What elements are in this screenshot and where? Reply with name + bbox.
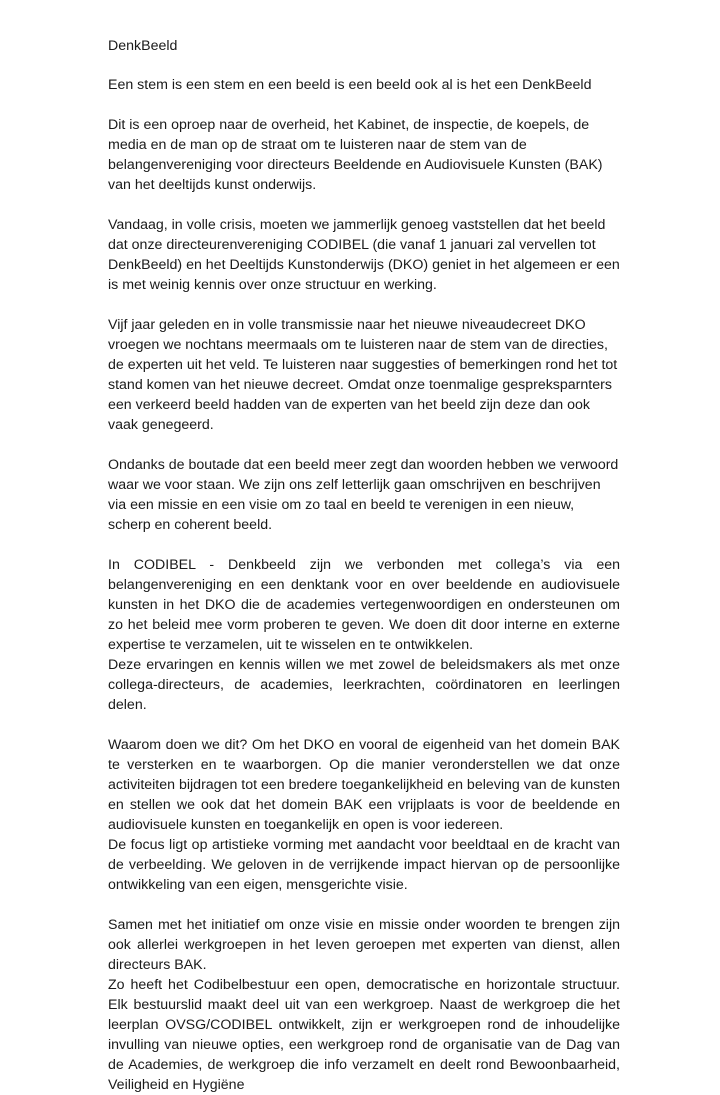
paragraph: Zo heeft het Codibelbestuur een open, democratische en horizontale structuur. Elk bestuurslid maakt deel uit van een werkgroep. Naast de werkgroep die het leerplan OVSG/CODIBEL ontwikkelt, zijn er werkgroepen rond de inhoudelijke invulling van nieuwe opties, een werkgroep rond de organisatie van de Dag van de Academies, de werkgroep die info verzamelt en deelt rond Bewoonbaarheid, Veiligheid en Hygiëne	[108, 977, 620, 1093]
document-title: DenkBeeld	[108, 38, 178, 54]
paragraph: In CODIBEL - Denkbeeld zijn we verbonden met collega’s via een belangenvereniging en een denktank voor en over beeldende en audiovisuele kunsten in het DKO die de academies vertegenwoordigen en ondersteunen om zo het beleid mee vorm proberen te geven. We doen dit door interne en externe expertise te verzamelen, uit te wisselen en te ontwikkelen.	[108, 557, 620, 653]
paragraph-block	[108, 735, 620, 895]
paragraph: Vijf jaar geleden en in volle transmissie naar het nieuwe niveaudecreet DKO vroegen we nochtans meermaals om te luisteren naar de stem van de directies, de experten uit het veld. Te luisteren naar suggesties of bemerkingen rond het tot stand komen van het nieuwe decreet. Omdat onze toenmalige gespreksparnters een verkeerd beeld hadden van de experten van het beeld zijn deze dan ook vaak genegeerd.	[108, 317, 618, 433]
paragraph: Vandaag, in volle crisis, moeten we jammerlijk genoeg vaststellen dat het beeld dat onze directeurenvereniging CODIBEL (die vanaf 1 januari zal vervellen tot DenkBeeld) en het Deeltijds Kunstonderwijs (DKO) geniet in het algemeen er een is met weinig kennis over onze structuur en werking.	[108, 217, 620, 293]
document-subtitle: Een stem is een stem en een beeld is een beeld ook al is het een DenkBeeld	[108, 77, 592, 93]
paragraph-block	[108, 915, 620, 1095]
paragraph: Deze ervaringen en kennis willen we met zowel de beleidsmakers als met onze collega-directeurs, de academies, leerkrachten, coördinatoren en leerlingen delen.	[108, 657, 620, 713]
paragraph: Dit is een oproep naar de overheid, het Kabinet, de inspectie, de koepels, de media en de man op de straat om te luisteren naar de stem van de belangenvereniging voor directeurs Beeldende en Audiovisuele Kunsten (BAK) van het deeltijds kunst onderwijs.	[108, 117, 603, 193]
paragraph: De focus ligt op artistieke vorming met aandacht voor beeldtaal en de kracht van de verbeelding. We geloven in de verrijkende impact hiervan op de persoonlijke ontwikkeling van een eigen, mensgerichte visie.	[108, 837, 620, 893]
paragraph: Samen met het initiatief om onze visie en missie onder woorden te brengen zijn ook allerlei werkgroepen in het leven geroepen met experten van dienst, allen directeurs BAK.	[108, 917, 620, 973]
paragraph-block	[108, 455, 620, 535]
paragraph-block	[108, 115, 620, 195]
paragraph: Waarom doen we dit? Om het DKO en vooral de eigenheid van het domein BAK te versterken en te waarborgen. Op die manier veronderstellen we dat onze activiteiten bijdragen tot een bredere toegankelijkheid en beleving van de kunsten en stellen we ook dat het domein BAK een vrijplaats is voor de beeldende en audiovisuele kunsten en toegankelijk en open is voor iedereen.	[108, 737, 620, 833]
paragraph-block	[108, 215, 620, 295]
paragraph-block	[108, 315, 620, 435]
paragraph: Ondanks de boutade dat een beeld meer zegt dan woorden hebben we verwoord waar we voor staan. We zijn ons zelf letterlijk gaan omschrijven en beschrijven via een missie en een visie om zo taal en beeld te verenigen in een nieuw, scherp en coherent beeld.	[108, 457, 619, 533]
paragraph-block	[108, 555, 620, 715]
